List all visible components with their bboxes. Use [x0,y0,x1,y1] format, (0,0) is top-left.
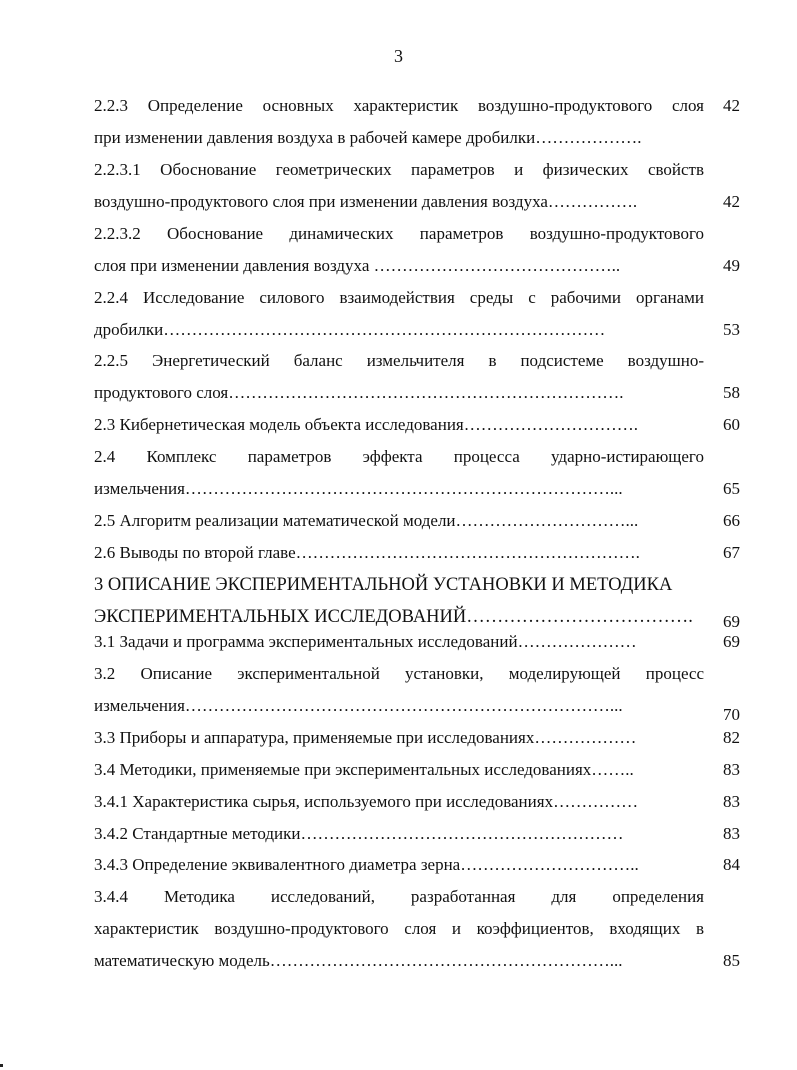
toc-line: измельчения…………………………………………………………………... [94,479,623,498]
toc-page-number: 82 [723,728,740,747]
toc-line: 2.2.3.1 Обоснование геометрических параметров и физических свойств [94,160,704,179]
toc-line: 2.3 Кибернетическая модель объекта исследования…………………………. [94,415,638,434]
toc-line: дробилки…………………………………………………………………… [94,320,606,339]
toc-line: слоя при изменении давления воздуха …………………………………….. [94,256,621,275]
toc-page-number: 84 [723,855,740,874]
page-number: 3 [394,46,403,66]
toc-chapter-heading: ЭКСПЕРИМЕНТАЛЬНЫХ ИССЛЕДОВАНИЙ………………………………. [94,607,693,627]
toc-line: 3.4.4 Методика исследований, разработанная для определения [94,887,704,906]
toc-line: 2.6 Выводы по второй главе……………………………………………………. [94,543,640,562]
toc-page-number: 83 [723,760,740,779]
toc-line: воздушно-продуктового слоя при изменении давления воздуха……………. [94,192,638,211]
toc-page-number: 83 [723,792,740,811]
toc-line: 2.2.3.2 Обоснование динамических параметров воздушно-продуктового [94,224,704,243]
toc-page-number: 60 [723,415,740,434]
toc-page-number: 69 [723,632,740,651]
toc-page-number: 42 [723,192,740,211]
toc-line: измельчения…………………………………………………………………... [94,696,623,715]
toc-line: продуктового слоя……………………………………………………………. [94,383,624,402]
toc-line: 2.2.4 Исследование силового взаимодействия среды с рабочими органами [94,288,704,307]
toc-line: 2.2.5 Энергетический баланс измельчителя в подсистеме воздушно- [94,351,704,370]
toc-line: 2.5 Алгоритм реализации математической модели…………………………... [94,511,639,530]
toc-page-number: 69 [723,612,740,631]
toc-line: 3.1 Задачи и программа экспериментальных исследований………………… [94,632,637,651]
toc-chapter-heading: 3 ОПИСАНИЕ ЭКСПЕРИМЕНТАЛЬНОЙ УСТАНОВКИ И МЕТОДИКА [94,575,673,595]
toc-line: 3.2 Описание экспериментальной установки, моделирующей процесс [94,664,704,683]
toc-page-number: 42 [723,96,740,115]
toc-page-number: 67 [723,543,740,562]
scan-mark [0,1064,3,1067]
toc-page-number: 58 [723,383,740,402]
toc-line: 3.4.1 Характеристика сырья, используемого при исследованиях…………… [94,792,639,811]
toc-page-number: 53 [723,320,740,339]
toc-page-number: 65 [723,479,740,498]
toc-page-number: 66 [723,511,740,530]
toc-page-number: 83 [723,824,740,843]
toc-line: 3.3 Приборы и аппаратура, применяемые при исследованиях……………… [94,728,637,747]
toc-page-number: 85 [723,951,740,970]
toc-line: 3.4 Методики, применяемые при экспериментальных исследованиях…….. [94,760,634,779]
toc-line: характеристик воздушно-продуктового слоя и коэффициентов, входящих в [94,919,704,938]
toc-line: 3.4.2 Стандартные методики………………………………………………… [94,824,624,843]
toc-line: математическую модель……………………………………………………... [94,951,623,970]
toc-page-number: 70 [723,705,740,724]
toc-line: при изменении давления воздуха в рабочей камере дробилки………………. [94,128,642,147]
toc-line: 2.4 Комплекс параметров эффекта процесса ударно-истирающего [94,447,704,466]
toc-page-number: 49 [723,256,740,275]
toc-line: 2.2.3 Определение основных характеристик воздушно-продуктового слоя [94,96,704,115]
toc-line: 3.4.3 Определение эквивалентного диаметра зерна………………………….. [94,855,639,874]
